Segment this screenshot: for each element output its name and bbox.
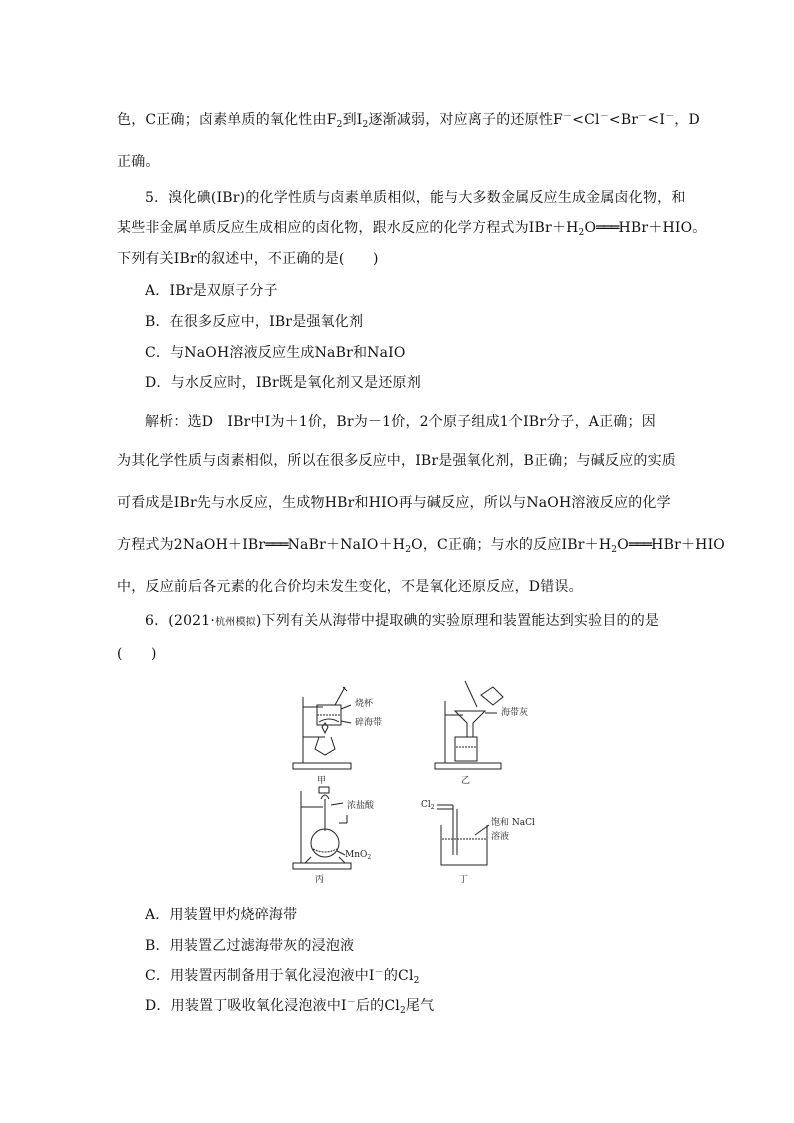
q6-option-d: D．用装置丁吸收氧化浸泡液中I－后的$Cl_2$尾气 xyxy=(145,998,435,1016)
label-mno2: MnO$_2$ xyxy=(345,850,372,861)
q5-analysis-line-1: 解析：选D IBr中I为＋1价，Br为－1价，2个原子组成1个IBr分子，A正确；因 xyxy=(145,414,656,430)
q6-stem-line-1: 6．(2021·杭州模拟)下列有关从海带中提取碘的实验原理和装置能达到实验目的的是 xyxy=(145,613,660,629)
apparatus-figure xyxy=(285,675,545,890)
label-nacl: 饱和 NaCl xyxy=(491,818,535,828)
q5-analysis-line-3: 可看成是IBr先与水反应，生成物HBr和HIO再与碱反应，所以与NaOH溶液反应的化学 xyxy=(117,495,671,511)
prev-answer-line-1: 色，C正确；卤素单质的氧化性由$F_2$到$I_2$逐渐减弱，对应离子的还原性F－<Cl－<Br－<I－，D xyxy=(117,112,700,130)
q6-option-a: A．用装置甲灼烧碎海带 xyxy=(145,907,298,923)
q5-option-d: D．与水反应时，IBr既是氧化剂又是还原剂 xyxy=(145,375,421,391)
q5-stem-line-2: 某些非金属单质反应生成相应的卤化物，跟水反应的化学方程式为$IBr+H_2O═══HBr+HIO$。 xyxy=(117,220,707,238)
q5-analysis-line-4: 方程式为$2NaOH+IBr═══NaBr+NaIO+H_2O$，C正确；与水的反应$IBr+H_2O═══HBr+HIO$ xyxy=(117,537,725,555)
label-seaweed: 碎海带 xyxy=(355,718,383,728)
apparatus-bing-drawing xyxy=(293,787,351,869)
q6-option-c: C．用装置丙制备用于氧化浸泡液中I－的$Cl_2$ xyxy=(145,968,420,986)
label-cl2: $Cl_2$ xyxy=(421,800,435,811)
apparatus-yi-drawing xyxy=(435,681,503,769)
q5-option-a: A．IBr是双原子分子 xyxy=(145,283,278,299)
q5-option-b: B．在很多反应中，IBr是强氧化剂 xyxy=(145,314,364,330)
q5-analysis-line-2: 为其化学性质与卤素相似，所以在很多反应中，IBr是强氧化剂，B正确；与碱反应的实质 xyxy=(117,453,676,469)
label-hcl: 浓盐酸 xyxy=(347,801,375,811)
q5-analysis-line-5: 中，反应前后各元素的化合价均未发生变化，不是氧化还原反应，D错误。 xyxy=(117,579,583,595)
label-yi: 乙 xyxy=(461,776,471,786)
apparatus-ding-drawing xyxy=(437,805,489,865)
apparatus-jia-drawing xyxy=(293,687,351,769)
label-ding: 丁 xyxy=(459,875,469,885)
label-bing: 丙 xyxy=(315,875,325,885)
label-solution: 溶液 xyxy=(491,832,510,842)
label-jia: 甲 xyxy=(317,776,327,786)
label-ash: 海带灰 xyxy=(501,708,529,718)
prev-answer-line-2: 正确。 xyxy=(117,154,160,170)
q6-option-b: B．用装置乙过滤海带灰的浸泡液 xyxy=(145,938,355,954)
q5-stem-line-1: 5．溴化碘(IBr)的化学性质与卤素单质相似，能与大多数金属反应生成金属卤化物，和 xyxy=(145,190,686,206)
label-beaker: 烧杯 xyxy=(355,699,374,709)
q5-option-c: C．与NaOH溶液反应生成NaBr和NaIO xyxy=(145,345,406,361)
q6-stem-line-2: ( ) xyxy=(117,646,157,662)
apparatus-svg xyxy=(285,675,545,890)
q5-stem-line-3: 下列有关IBr的叙述中，不正确的是( ) xyxy=(117,251,379,267)
